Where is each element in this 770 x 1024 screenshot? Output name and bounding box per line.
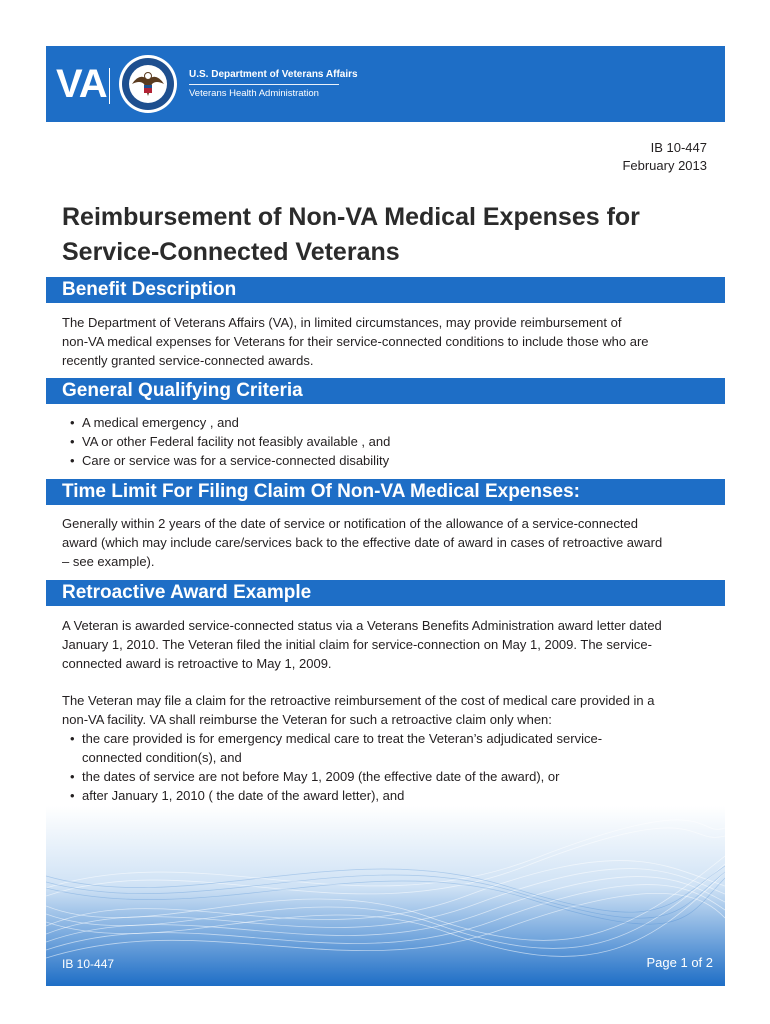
text-line: award (which may include care/services back to the effective date of award in cases of retroactive award bbox=[62, 535, 663, 550]
header-banner bbox=[46, 46, 725, 122]
time-limit-text bbox=[62, 514, 717, 571]
example-paragraph-2 bbox=[62, 691, 717, 729]
section-heading-example: Retroactive Award Example bbox=[46, 580, 725, 606]
title-line-2: Service-Connected Veterans bbox=[62, 238, 400, 266]
text-line: non-VA facility. VA shall reimburse the Veteran for such a retroactive claim only when: bbox=[62, 712, 552, 727]
logo-divider bbox=[109, 68, 110, 104]
title-line-1: Reimbursement of Non-VA Medical Expenses for bbox=[62, 203, 640, 231]
criteria-list bbox=[70, 413, 710, 470]
va-logo: VA bbox=[56, 62, 107, 106]
text-line: A Veteran is awarded service-connected status via a Veterans Benefits Administration award letter dated bbox=[62, 618, 662, 633]
list-item: • Care or service was for a service-connected disability bbox=[70, 451, 710, 470]
benefit-description bbox=[62, 313, 717, 370]
page-title bbox=[62, 200, 712, 270]
text-line: – see example). bbox=[62, 554, 155, 569]
document-info bbox=[622, 139, 707, 175]
administration-name: Veterans Health Administration bbox=[189, 88, 319, 99]
text-line: recently granted service-connected awards. bbox=[62, 353, 314, 368]
text-line: non-VA medical expenses for Veterans for their service-connected conditions to include those who are bbox=[62, 334, 649, 349]
document-date: February 2013 bbox=[622, 158, 707, 173]
section-heading-benefit: Benefit Description bbox=[46, 277, 725, 303]
va-seal-icon bbox=[118, 54, 178, 114]
text-line: Generally within 2 years of the date of service or notification of the allowance of a service-connected bbox=[62, 516, 638, 531]
decorative-wave-graphic bbox=[46, 806, 725, 986]
text-line: January 1, 2010. The Veteran filed the initial claim for service-connection on May 1, 2009. The service- bbox=[62, 637, 652, 652]
list-item: • after January 1, 2010 ( the date of the award letter), and bbox=[70, 786, 710, 805]
document-number: IB 10-447 bbox=[650, 140, 707, 155]
text-line: connected award is retroactive to May 1, 2009. bbox=[62, 656, 332, 671]
agency-block bbox=[189, 69, 358, 100]
department-name: U.S. Department of Veterans Affairs bbox=[189, 69, 358, 80]
list-item: • the care provided is for emergency medical care to treat the Veteran’s adjudicated service- bbox=[70, 729, 710, 748]
document-page bbox=[46, 46, 725, 986]
text-line: The Veteran may file a claim for the retroactive reimbursement of the cost of medical care provided in a bbox=[62, 693, 655, 708]
example-paragraph-1 bbox=[62, 616, 717, 673]
text-line: connected condition(s), and bbox=[82, 750, 242, 765]
text-line: The Department of Veterans Affairs (VA), in limited circumstances, may provide reimbursement of bbox=[62, 315, 622, 330]
footer-page-number: Page 1 of 2 bbox=[646, 955, 713, 970]
footer-document-number: IB 10-447 bbox=[62, 957, 115, 971]
section-heading-time-limit: Time Limit For Filing Claim Of Non-VA Medical Expenses: bbox=[46, 479, 725, 505]
section-heading-criteria: General Qualifying Criteria bbox=[46, 378, 725, 404]
list-item: • VA or other Federal facility not feasibly available , and bbox=[70, 432, 710, 451]
list-item-continuation bbox=[70, 748, 710, 767]
list-item: • A medical emergency , and bbox=[70, 413, 710, 432]
agency-rule bbox=[189, 84, 339, 85]
list-item: • the dates of service are not before May 1, 2009 (the effective date of the award), or bbox=[70, 767, 710, 786]
